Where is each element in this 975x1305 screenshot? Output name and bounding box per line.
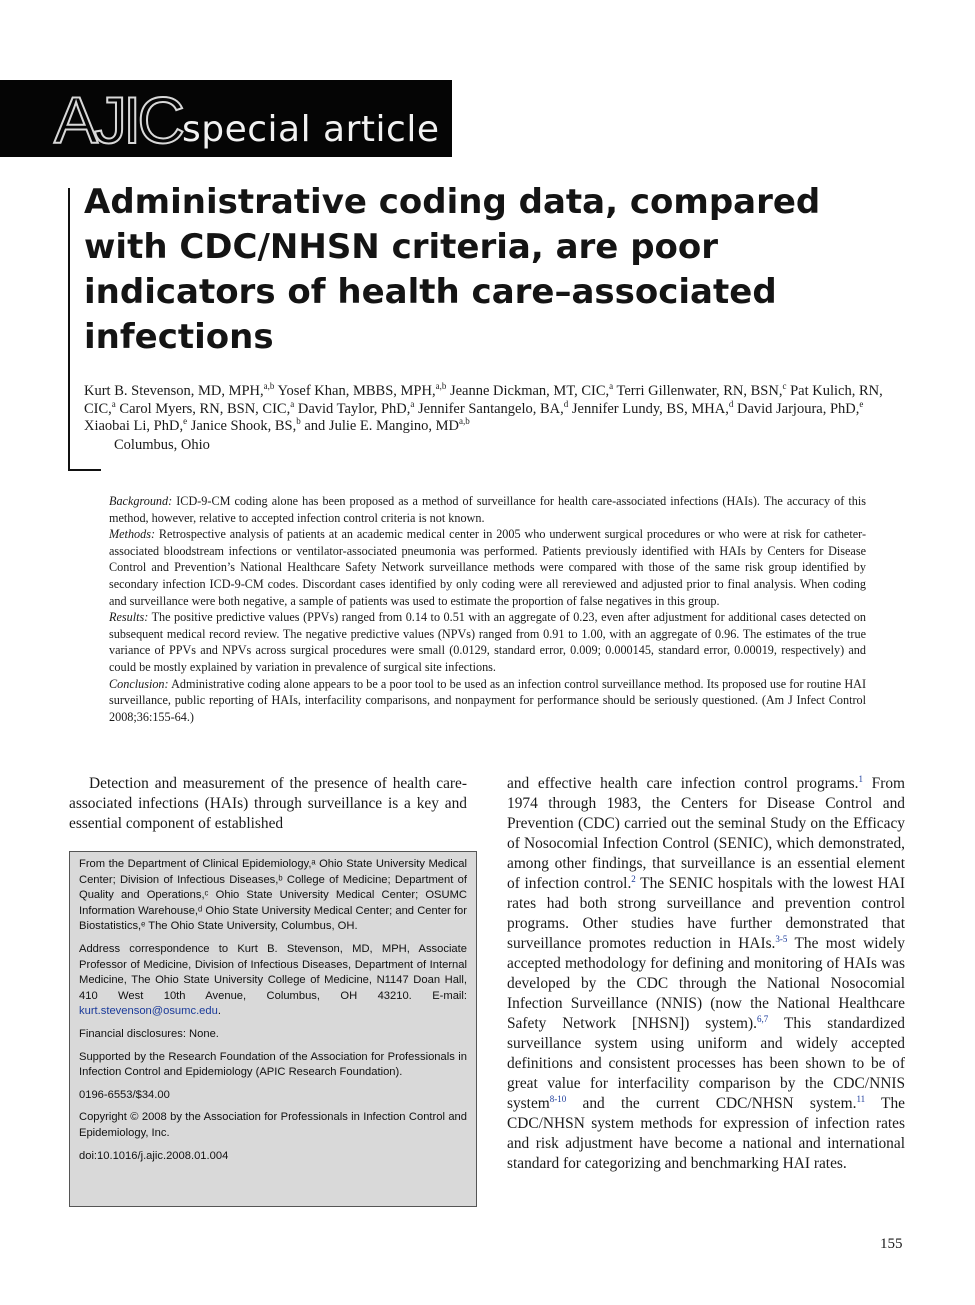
author-affiliation-mark: a bbox=[609, 381, 614, 392]
page-number: 155 bbox=[880, 1236, 903, 1252]
footnote-correspondence bbox=[79, 942, 467, 1020]
footnote-support: Supported by the Research Foundation of the Association for Professionals in Infection Control and Epidemiology (APIC Research Foundation). bbox=[79, 1050, 467, 1079]
author-affiliation-mark: d bbox=[563, 398, 569, 409]
author-affiliation-mark: d bbox=[728, 398, 734, 409]
abstract-results bbox=[109, 609, 866, 675]
abstract-background bbox=[109, 493, 866, 526]
abstract-methods-label: Methods: bbox=[109, 527, 156, 542]
abstract bbox=[109, 493, 866, 725]
footnote-price: 0196-6553/$34.00 bbox=[79, 1088, 170, 1101]
citation-reference-link[interactable]: 8-10 bbox=[549, 1093, 567, 1104]
author-affiliation-mark: a bbox=[290, 398, 295, 409]
email-label: E-mail: bbox=[432, 989, 468, 1002]
title-bracket-horizontal bbox=[68, 469, 101, 471]
author-name: Jennifer Santangelo, BA, bbox=[418, 400, 564, 417]
abstract-conclusion-label: Conclusion: bbox=[109, 676, 169, 691]
abstract-results-label: Results: bbox=[109, 610, 149, 625]
author-affiliation-mark: e bbox=[859, 398, 864, 409]
author-name: Janice Shook, BS, bbox=[190, 418, 297, 434]
citation-reference-link[interactable]: 11 bbox=[856, 1093, 866, 1104]
author-name: Pat Kulich, RN, CIC, bbox=[84, 383, 883, 417]
abstract-conclusion bbox=[109, 676, 866, 726]
citation-reference-link[interactable]: 2 bbox=[631, 873, 636, 884]
author-name: and Julie E. Mangino, MD bbox=[304, 418, 460, 434]
author-name: Terri Gillenwater, RN, BSN, bbox=[616, 383, 783, 399]
footnote-disclosures: Financial disclosures: None. bbox=[79, 1027, 219, 1040]
author-name: Xiaobai Li, PhD, bbox=[84, 418, 184, 434]
body-text-segment: From 1974 through 1983, the Centers for Disease Control and Prevention (CDC) carried out the seminal Study on the Efficacy of Nosocomial Infection Control (SENIC), which demonstrated, among other findings, that surveillance is an essential element of infection control. bbox=[507, 775, 905, 892]
journal-banner bbox=[0, 80, 452, 157]
author-name: David Jarjoura, PhD, bbox=[736, 400, 860, 417]
abstract-methods-text: Retrospective analysis of patients at an academic medical center in 2005 who underwent surgical procedures or who were at risk for catheter-associated bloodstream infections or ventilator-associated pneumonia was performed. Patients previously identified with HAIs by Centers for Disease Control and Prevention’s National Healthcare Safety Network surveillance methods were compared with those of the same risk group identified by secondary infection ICD-9-CM codes. Discordant cases identified by only coding were all rereviewed and adjusted prior to final analysis. When coding and surveillance were both negative, a sample of patients was used to estimate the proportion of false negatives in this group. bbox=[109, 527, 866, 608]
abstract-background-label: Background: bbox=[109, 494, 173, 508]
author-email-link[interactable]: kurt.stevenson@osumc.edu bbox=[79, 1005, 218, 1018]
author-name: Kurt B. Stevenson, MD, MPH, bbox=[84, 383, 264, 399]
abstract-conclusion-text: Administrative coding alone appears to be a poor tool to be used as an infection control surveillance method. Its proposed use for routine HAI surveillance, public reporting of HAIs, interfacility comparisons, and nonpayment for performance should be seriously questioned. (Am J Infect Control 2008;36:155-64.) bbox=[109, 676, 867, 724]
author-affiliation-mark: a,b bbox=[263, 381, 275, 392]
body-text-segment: The SENIC hospitals with the lowest HAI rates had both strong surveillance and prevention control programs. Other studies have further demonstrated that surveillance promotes reduction in HAIs. bbox=[507, 875, 905, 952]
citation-reference-link[interactable]: 6,7 bbox=[757, 1013, 769, 1024]
body-text-segment: This standardized surveillance system using uniform and widely accepted definitions and consistent processes has been shown to be of great value for interfacility comparison by the CDC/NNIS system bbox=[507, 1015, 905, 1112]
author-name: Yosef Khan, MBBS, MPH, bbox=[277, 383, 436, 399]
correspondence-text: Address correspondence to Kurt B. Stevenson, MD, MPH, Associate Professor of Medicine, Division of Infectious Diseases, Department of Internal Medicine, The Ohio State University College of Medicine, N1147 Doan Hall, 410 West 10th Avenue, Columbus, OH 43210. bbox=[79, 942, 467, 1002]
citation-reference-link[interactable]: 3-5 bbox=[775, 933, 788, 944]
body-text-segment: and effective health care infection control programs. bbox=[507, 775, 859, 792]
author-affiliation-mark: a bbox=[410, 398, 415, 409]
body-text-segment: The CDC/NHSN system methods for expression of infection rates and risk adjustment have become a national and international standard for categorizing and benchmarking HAI rates. bbox=[507, 1095, 905, 1172]
body-right-column bbox=[507, 774, 905, 1174]
author-list bbox=[84, 383, 904, 436]
author-affiliation-mark: e bbox=[183, 416, 188, 427]
author-name: Jeanne Dickman, MT, CIC, bbox=[449, 383, 610, 399]
article-title: Administrative coding data, compared with CDC/NHSN criteria, are poor indicators of health care–associated infections bbox=[84, 182, 821, 357]
author-affiliation-mark: c bbox=[782, 381, 787, 392]
email-end: . bbox=[217, 1005, 221, 1018]
author-affiliation-mark: a bbox=[111, 398, 116, 409]
abstract-results-text: The positive predictive values (PPVs) ranged from 0.14 to 0.51 with an aggregate of 0.23, even after adjustment for additional cases detected on subsequent medical record review. The negative predictive values (NPVs) ranged from 0.91 to 1.00, with an aggregate of 0.96. The estimates of the true variance of PPVs and NPVs across surgical procedures were small (0.0129, standard error, 0.009; 0.000145, standard error, 0.00019, respectively) and could be mostly explained by variation in prevalence of surgical site infections. bbox=[109, 610, 867, 674]
article-type-label: special article bbox=[182, 109, 440, 150]
author-name: David Taylor, PhD, bbox=[297, 400, 411, 417]
footnote-doi: doi:10.1016/j.ajic.2008.01.004 bbox=[79, 1149, 229, 1162]
body-left-column: Detection and measurement of the presence of health care-associated infections (HAIs) through surveillance is a key and essential component of established bbox=[69, 775, 467, 832]
author-affiliation-mark: a,b bbox=[435, 381, 447, 392]
author-name: Carol Myers, RN, BSN, CIC, bbox=[119, 400, 291, 417]
author-location: Columbus, Ohio bbox=[114, 437, 210, 453]
footnote-box bbox=[69, 851, 477, 1207]
journal-logo: AJIC bbox=[54, 83, 182, 157]
footnote-copyright: Copyright © 2008 by the Association for Professionals in Infection Control and Epidemiology, Inc. bbox=[79, 1111, 467, 1139]
author-affiliation-mark: a,b bbox=[459, 416, 470, 427]
author-name: Jennifer Lundy, BS, MHA, bbox=[571, 400, 729, 417]
footnote-affiliations: From the Department of Clinical Epidemiology,ᵃ Ohio State University Medical Center; Division of Infectious Diseases,ᵇ College of Medicine; Department of Quality and Operations,ᶜ Ohio State University Medical Center; OSUMC Information Warehouse,ᵈ Ohio State University Medical Center; and Center for Biostatistics,ᵉ The Ohio State University, Columbus, OH. bbox=[79, 858, 467, 933]
author-affiliation-mark: b bbox=[296, 416, 301, 427]
body-text-segment: The most widely accepted methodology for defining and monitoring of HAIs was developed by the CDC through the National Nosocomial Infection Surveillance (NNIS) (now the National Healthcare Safety Network [NHSN]) system). bbox=[507, 935, 905, 1032]
body-text-segment: and the current CDC/NHSN system. bbox=[566, 1095, 857, 1112]
title-bracket-vertical bbox=[68, 188, 70, 471]
citation-reference-link[interactable]: 1 bbox=[858, 773, 863, 784]
abstract-background-text: ICD-9-CM coding alone has been proposed as a method of surveillance for health care-associated infections (HAIs). The accuracy of this method, however, relative to accepted infection control criteria is not known. bbox=[109, 494, 866, 525]
abstract-methods bbox=[109, 526, 866, 609]
